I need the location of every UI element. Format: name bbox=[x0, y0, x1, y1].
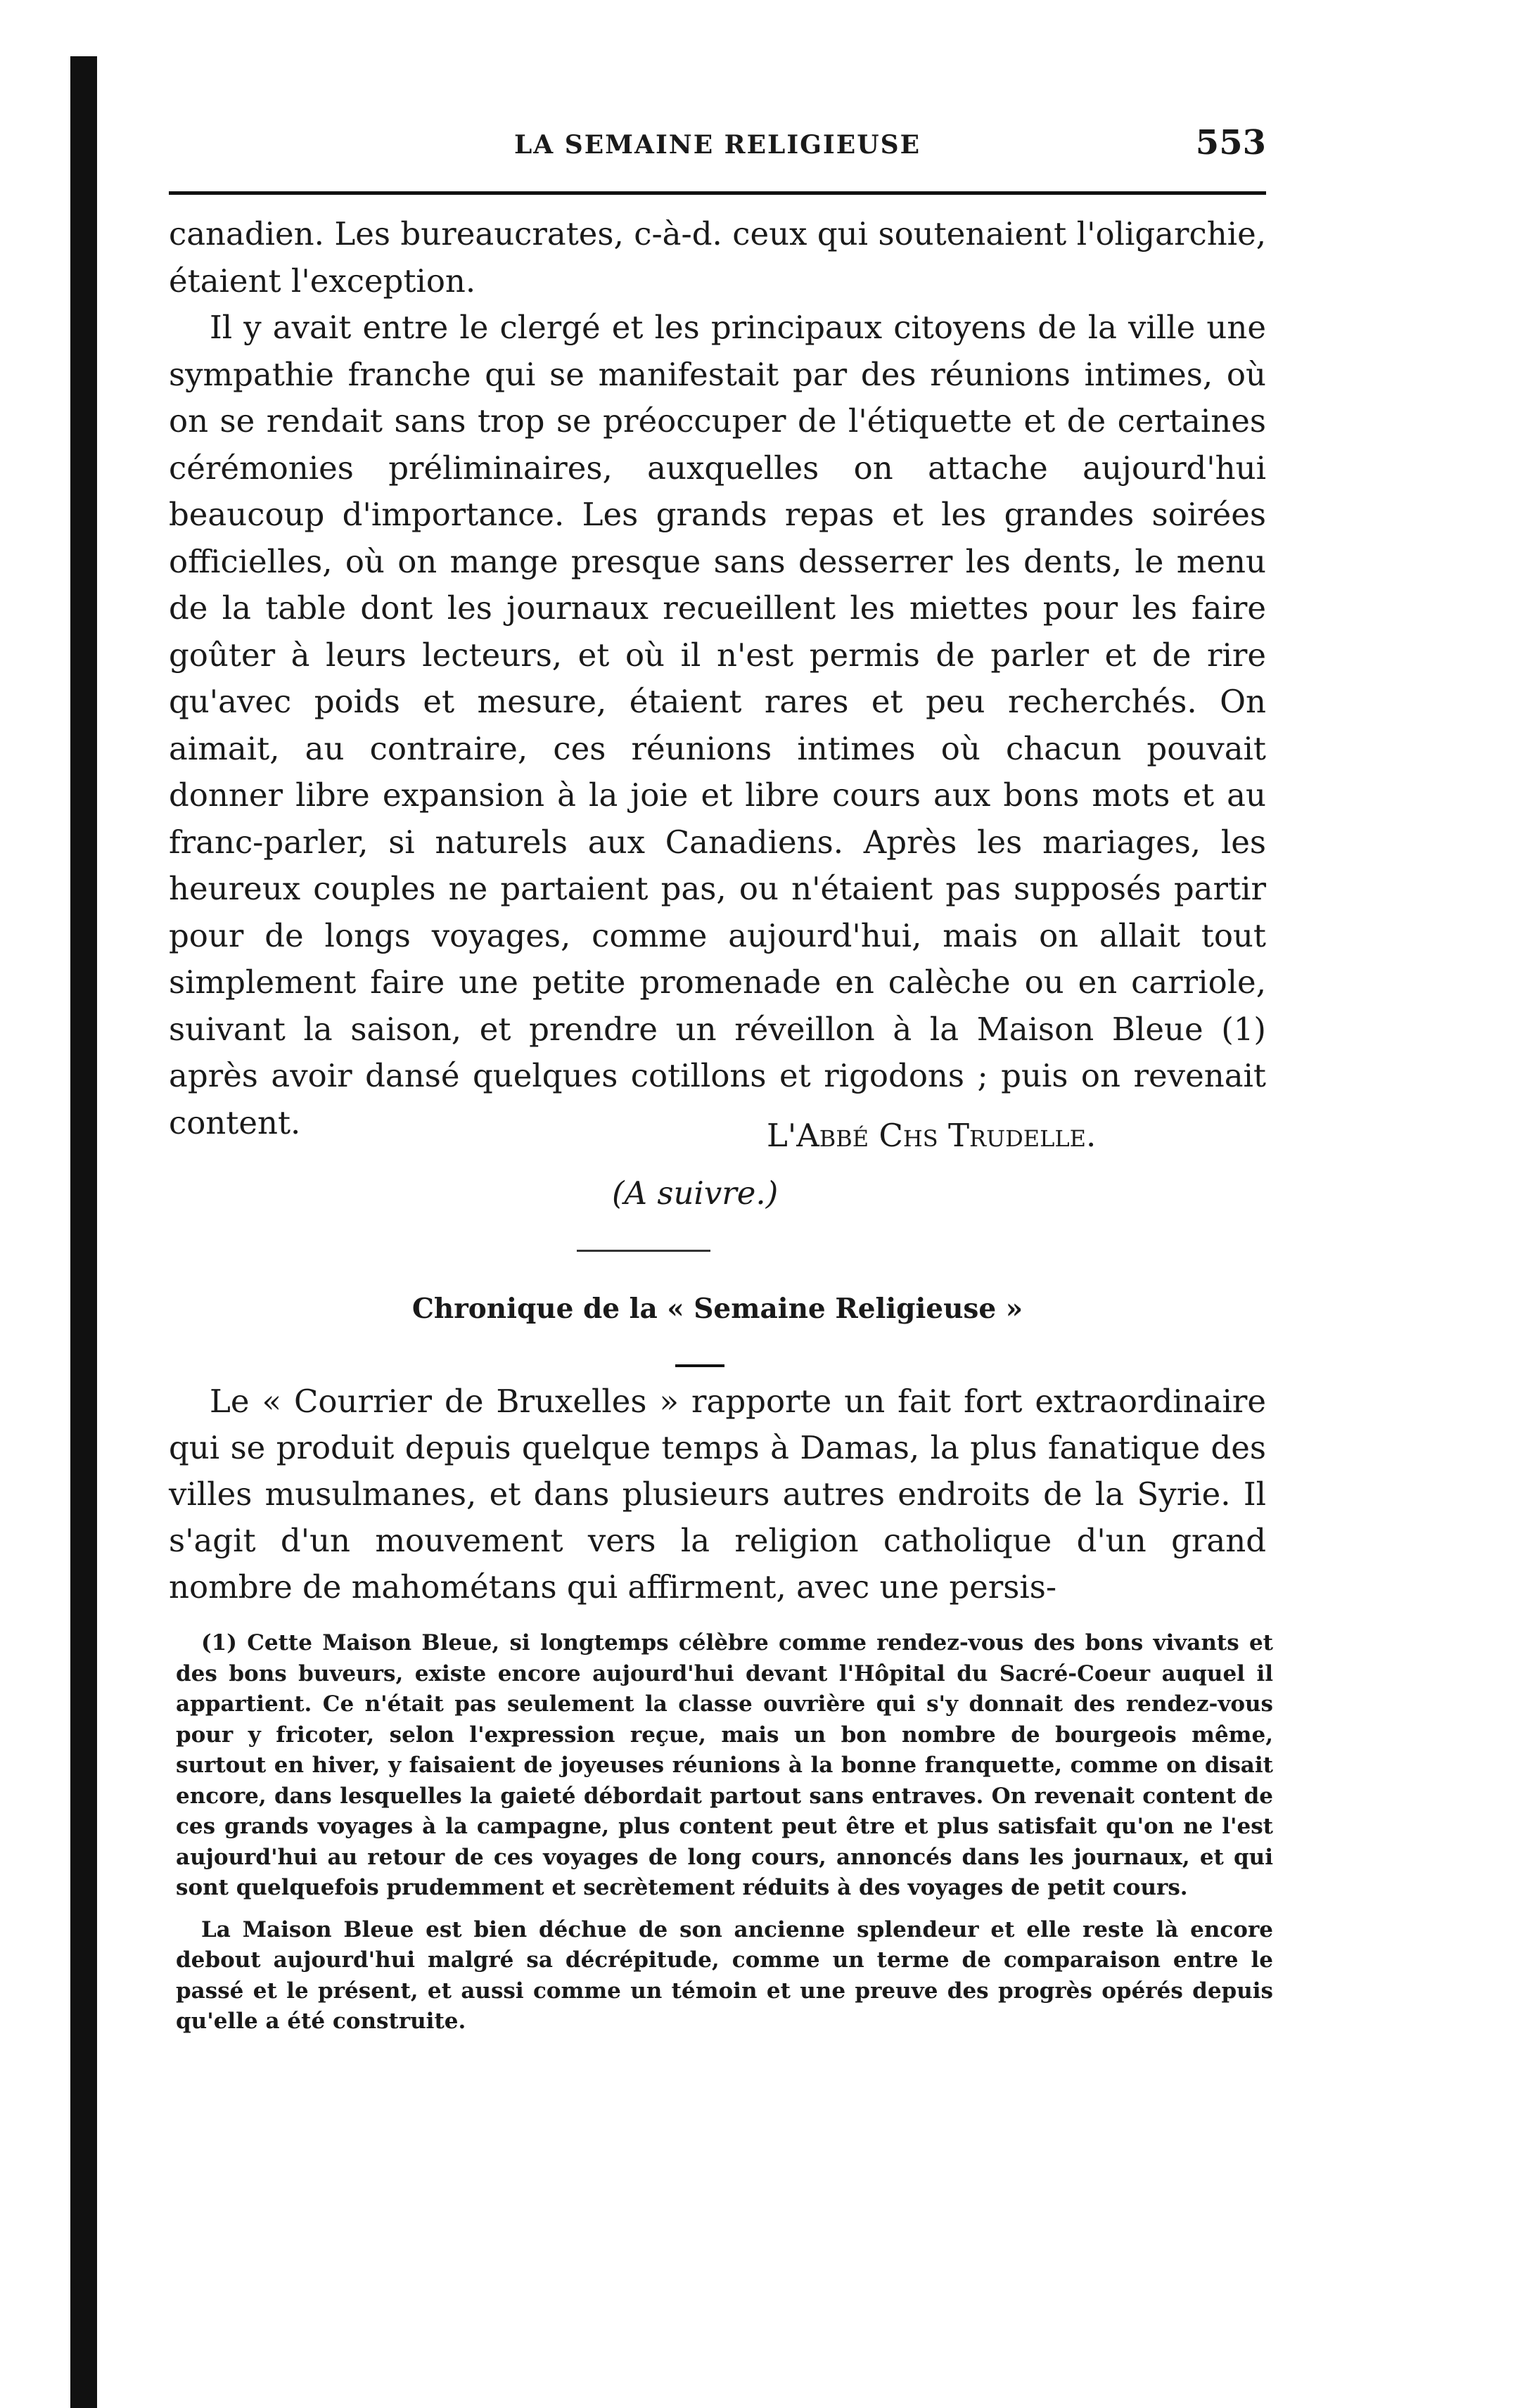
article-paragraph-2: Il y avait entre le clergé et les principaux citoyens de la ville une sympathie franche qui se manifestait par des réunions intimes, où on se rendait sans trop se préoccuper de l'étiquette et de certaines cérémonies préliminaires, auxquelles on attache aujourd'hui beaucoup d'importance. Les grands repas et les grandes soirées officielles, où on mange presque sans desserrer les dents, le menu de la table dont les journaux recueillent les miettes pour les faire goûter à leurs lecteurs, et où il n'est permis de parler et de rire qu'avec poids et mesure, étaient rares et peu recherchés. On aimait, au contraire, ces réunions intimes où chacun pouvait donner libre expansion à la joie et libre cours aux bons mots et au franc-parler, si naturels aux Canadiens. Après les mariages, les heureux couples ne partaient pas, ou n'étaient pas supposés partir pour de longs voyages, comme aujourd'hui, mais on allait tout simplement faire une petite promenade en calèche ou en carriole, suivant la saison, et prendre un réveillon à la Maison Bleue (1) après avoir dansé quelques cotillons et rigodons ; puis on revenait content. bbox=[169, 309, 1266, 1141]
continuation-note: (A suivre.) bbox=[612, 1174, 779, 1212]
running-title: LA SEMAINE RELIGIEUSE bbox=[513, 130, 921, 160]
page-header bbox=[169, 123, 1266, 179]
article-paragraph-1: canadien. Les bureaucrates, c-à-d. ceux qui soutenaient l'oligarchie, étaient l'exception. bbox=[169, 215, 1266, 300]
scan-binding-edge bbox=[70, 56, 97, 2408]
author-signature: L'Abbé Chs Trudelle. bbox=[767, 1117, 1097, 1154]
chronicle-paragraph: Le « Courrier de Bruxelles » rapporte un fait fort extraordinaire qui se produit depuis quelque temps à Damas, la plus fanatique des villes musulmanes, et dans plusieurs autres endroits de la Syrie. Il s'agit d'un mouvement vers la religion catholique d'un grand nombre de mahométans qui affirment, avec une persis- bbox=[169, 1383, 1266, 1606]
footnote-1-continued: La Maison Bleue est bien déchue de son ancienne splendeur et elle reste là encore debout aujourd'hui malgré sa décrépitude, comme un terme de comparaison entre le passé et le présent, et aussi comme un témoin et une preuve des progrès opérés depuis qu'elle a été construite. bbox=[176, 1916, 1273, 2034]
header-rule bbox=[169, 191, 1266, 195]
article-body bbox=[169, 211, 1266, 1146]
heading-dash bbox=[675, 1364, 724, 1367]
chronicle-heading: Chronique de la « Semaine Religieuse » bbox=[411, 1293, 1023, 1325]
page-number: 553 bbox=[1195, 123, 1266, 162]
footnotes bbox=[176, 1628, 1273, 2049]
footnote-1: (1) Cette Maison Bleue, si longtemps célèbre comme rendez-vous des bons vivants et des bons buveurs, existe encore aujourd'hui devant l'Hôpital du Sacré-Coeur auquel il appartient. Ce n'était pas seulement la classe ouvrière qui s'y donnait des rendez-vous pour y fricoter, selon l'expression reçue, mais un bon nombre de bourgeois même, surtout en hiver, y faisaient de joyeuses réunions à la bonne franquette, comme on disait encore, dans lesquelles la gaieté débordait partout sans entraves. On revenait content de ces grands voyages à la campagne, plus content peut être et plus satisfait qu'on ne l'est aujourd'hui au retour de ces voyages de long cours, annoncés dans les journaux, et qui sont quelquefois prudemment et secrètement réduits à des voyages de petit cours. bbox=[176, 1630, 1273, 1900]
section-separator bbox=[577, 1250, 710, 1252]
